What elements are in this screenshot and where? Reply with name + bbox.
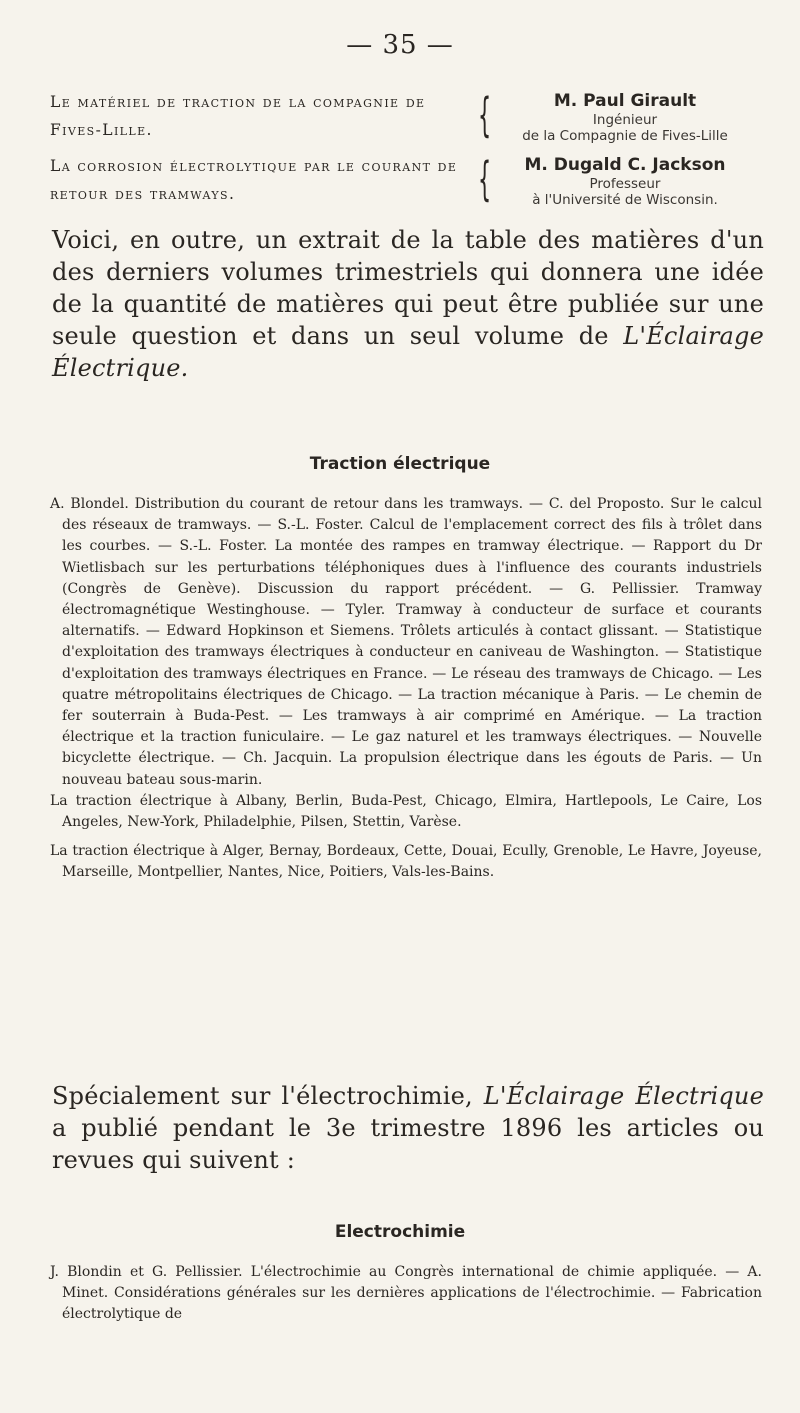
intro-paragraph — [52, 224, 764, 384]
section-traction-body — [50, 494, 762, 884]
brace-mark: { — [478, 88, 492, 142]
contribution-entry — [50, 152, 760, 210]
brace-mark: { — [478, 152, 492, 206]
para2-text-after: a publié pendant le 3e trimestre 1896 les articles ou revues qui suivent : — [52, 1114, 764, 1174]
para2-text-before: Spécialement sur l'électrochimie, — [52, 1082, 484, 1110]
contribution-title: Le matériel de traction de la compagnie de Fives-Lille. — [50, 93, 426, 139]
author-affiliation: à l'Université de Wisconsin. — [532, 192, 718, 208]
contribution-title: La corrosion électrolytique par le courant de retour des tramways. — [50, 157, 458, 203]
author-role: Professeur — [589, 176, 661, 192]
journal-title: L'Éclairage Électrique — [483, 1082, 764, 1110]
traction-cities-france: La traction électrique à Alger, Bernay, Bordeaux, Cette, Douai, Ecully, Grenoble, Le Havre, Joyeuse, Marseille, Montpellier, Nantes, Nice, Poitiers, Vals-les-Bains. — [50, 843, 762, 881]
intro-text: Voici, en outre, un extrait de la table des matières d'un des derniers volumes trimestriels qui donnera une idée de la quantité de matières qui peut être publiée sur une seule question et dans un seul volume de — [52, 226, 764, 350]
page-number: — 35 — — [346, 30, 454, 60]
section-heading-electrochimie: Electrochimie — [334, 1222, 466, 1242]
journal-title: L'Éclairage Électrique. — [52, 322, 764, 382]
contribution-author-block — [490, 90, 760, 144]
author-name: M. Dugald C. Jackson — [524, 155, 726, 175]
contribution-author-block — [490, 154, 760, 208]
section-heading-traction: Traction électrique — [309, 454, 491, 474]
electrochemistry-intro-paragraph — [52, 1080, 764, 1176]
author-role: Ingénieur — [592, 112, 658, 128]
contribution-entry — [50, 88, 760, 146]
section-electrochimie-body — [50, 1262, 762, 1326]
traction-cities-abroad: La traction électrique à Albany, Berlin, Buda-Pest, Chicago, Elmira, Hartlepools, Le Caire, Los Angeles, New-York, Philadelphie, Pilsen, Stettin, Varèse. — [50, 792, 762, 831]
traction-articles-list: A. Blondel. Distribution du courant de retour dans les tramways. — C. del Proposto. Sur le calcul des réseaux de tramways. — S.-L. Foster. Calcul de l'emplacement correct des fils à trôlet dans les courbes. — S.-L. Foster. La montée des rampes en tramway électrique. — Rapport du Dr Wietlisbach sur les perturbations téléphoniques dues à l'influence des courants industriels (Congrès de Genève). Discussion du rapport précédent. — G. Pellissier. Tramway électromagnétique Westinghouse. — Tyler. Tramway à conducteur de surface et courants alternatifs. — Edward Hopkinson et Siemens. Trôlets articulés à contact glissant. — Statistique d'exploitation des tramways électriques à conducteur en caniveau de Washington. — Statistique d'exploitation des tramways électriques en France. — Le réseau des tramways de Chicago. — Les quatre métropolitains électriques de Chicago. — La traction mécanique à Paris. — Le chemin de fer souterrain à Buda-Pest. — Les tramways à air comprimé en Amérique. — La traction électrique et la traction funiculaire. — Le gaz naturel et les tramways électriques. — Nouvelle bicyclette électrique. — Ch. Jacquin. La propulsion électrique dans les égouts de Paris. — Un nouveau bateau sous-marin. — [50, 496, 762, 788]
author-name: M. Paul Girault — [553, 91, 697, 111]
electrochimie-articles-list: J. Blondin et G. Pellissier. L'électrochimie au Congrès international de chimie appliquée. — A. Minet. Considérations générales sur les dernières applications de l'électrochimie. — Fabrication électrolytique de — [50, 1264, 762, 1323]
author-affiliation: de la Compagnie de Fives-Lille — [522, 128, 728, 144]
